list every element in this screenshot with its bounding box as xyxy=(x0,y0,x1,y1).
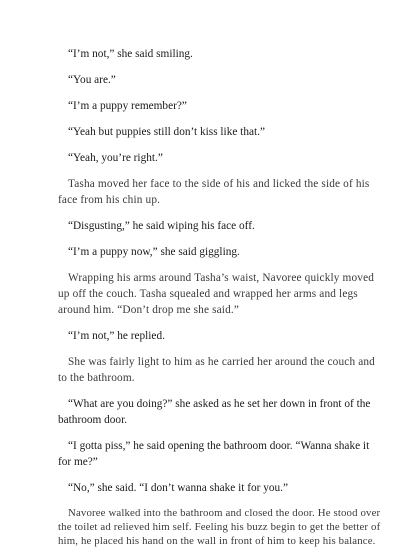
paragraph-12: “What are you doing?” she asked as he set her down in front of the bathroom door. xyxy=(58,398,371,426)
paragraph-14: “No,” she said. “I don’t wanna shake it for you.” xyxy=(68,482,289,494)
paragraph-7: “Disgusting,” he said wiping his face off. xyxy=(68,220,255,232)
paragraph-5: “Yeah, you’re right.” xyxy=(68,152,163,164)
paragraph-9: Wrapping his arms around Tasha’s waist, Navoree quickly moved up off the couch. Tasha squealed and wrapped her arms and legs around him. “Don’t drop me she said.” xyxy=(58,272,375,316)
paragraph-1: “I’m not,” she said smiling. xyxy=(68,48,193,60)
paragraph-15: Navoree walked into the bathroom and closed the door. He stood over the toilet ad relieved him self. Feeling his buzz begin to get the better of him, he placed his hand on the wall in front of him to keep his balance. xyxy=(58,507,381,547)
paragraph-2: “You are.” xyxy=(68,74,116,86)
paragraph-4: “Yeah but puppies still don’t kiss like that.” xyxy=(68,126,265,138)
paragraph-10: “I’m not,” he replied. xyxy=(68,330,165,342)
paragraph-3: “I’m a puppy remember?” xyxy=(68,100,187,112)
paragraph-8: “I’m a puppy now,” she said giggling. xyxy=(68,246,240,258)
paragraph-6: Tasha moved her face to the side of his and licked the side of his face from his chin up. xyxy=(58,178,370,206)
paragraph-11: She was fairly light to him as he carried her around the couch and to the bathroom. xyxy=(58,356,375,384)
paragraph-13: “I gotta piss,” he said opening the bathroom door. “Wanna shake it for me?” xyxy=(58,440,370,468)
